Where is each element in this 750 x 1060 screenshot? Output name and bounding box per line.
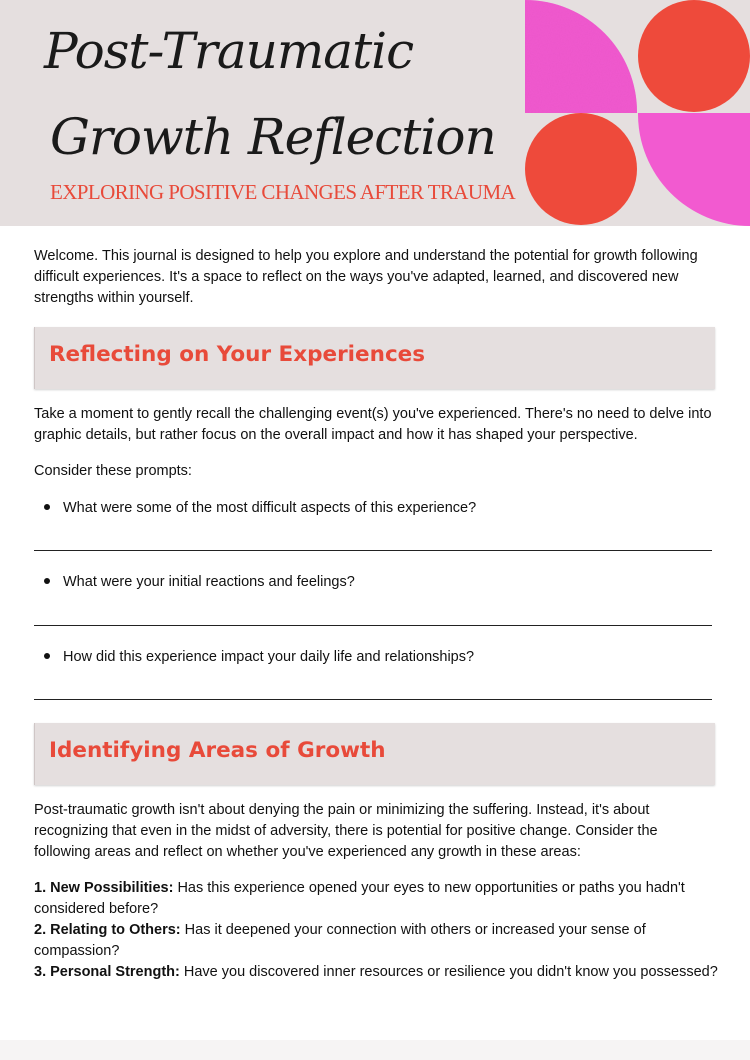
prompts-intro: Consider these prompts:	[34, 463, 192, 479]
prompt-text: How did this experience impact your daily life and relationships?	[63, 649, 475, 665]
list-item	[44, 647, 474, 668]
section-heading-band	[34, 723, 715, 785]
answer-line[interactable]	[34, 550, 712, 551]
section1-body: Take a moment to gently recall the challenging event(s) you've experienced. There's no need to delve into graphic details, but rather focus on the overall impact and how it has shaped your perspective.	[34, 406, 712, 443]
growth-area-text: Have you discovered inner resources or resilience you didn't know you possessed?	[183, 964, 718, 980]
answer-line[interactable]	[34, 699, 712, 700]
growth-area-label: 1. New Possibilities:	[34, 880, 174, 896]
section-title-reflecting: Reflecting on Your Experiences	[49, 342, 426, 367]
decorative-shapes-graphic	[525, 0, 750, 226]
growth-area-text: Has this experience opened your eyes to new opportunities or paths you hadn't considered before?	[34, 880, 685, 917]
bullet-icon	[44, 504, 50, 510]
list-item	[44, 572, 355, 593]
bullet-icon	[44, 578, 50, 584]
page-header	[0, 0, 750, 226]
growth-area-label: 3. Personal Strength:	[34, 964, 180, 980]
page-subtitle: EXPLORING POSITIVE CHANGES AFTER TRAUMA	[50, 180, 516, 204]
list-item	[44, 498, 476, 519]
bullet-icon	[44, 653, 50, 659]
page-footer-band	[0, 1040, 750, 1060]
prompt-text: What were your initial reactions and feelings?	[63, 574, 355, 590]
section-heading-band	[34, 327, 715, 389]
growth-area-text: Has it deepened your connection with others or increased your sense of compassion?	[34, 922, 646, 959]
page-title-line-2: Growth Reflection	[50, 108, 496, 166]
intro-paragraph: Welcome. This journal is designed to help you explore and understand the potential for growth following difficult experiences. It's a space to reflect on the ways you've adapted, learned, and discovered new strengths within yourself.	[34, 248, 698, 306]
growth-area-item	[34, 920, 724, 962]
page-title-line-1: Post-Traumatic	[44, 22, 414, 80]
answer-line[interactable]	[34, 625, 712, 626]
section2-body: Post-traumatic growth isn't about denying the pain or minimizing the suffering. Instead, it's about recognizing that even in the midst of adversity, there is potential for positive change. Consider the following areas and reflect on whether you've experienced any growth in these areas:	[34, 802, 658, 860]
growth-area-item	[34, 878, 724, 920]
growth-area-item	[34, 962, 724, 983]
growth-area-label: 2. Relating to Others:	[34, 922, 181, 938]
section-title-growth: Identifying Areas of Growth	[49, 738, 386, 763]
prompt-text: What were some of the most difficult aspects of this experience?	[63, 500, 477, 516]
